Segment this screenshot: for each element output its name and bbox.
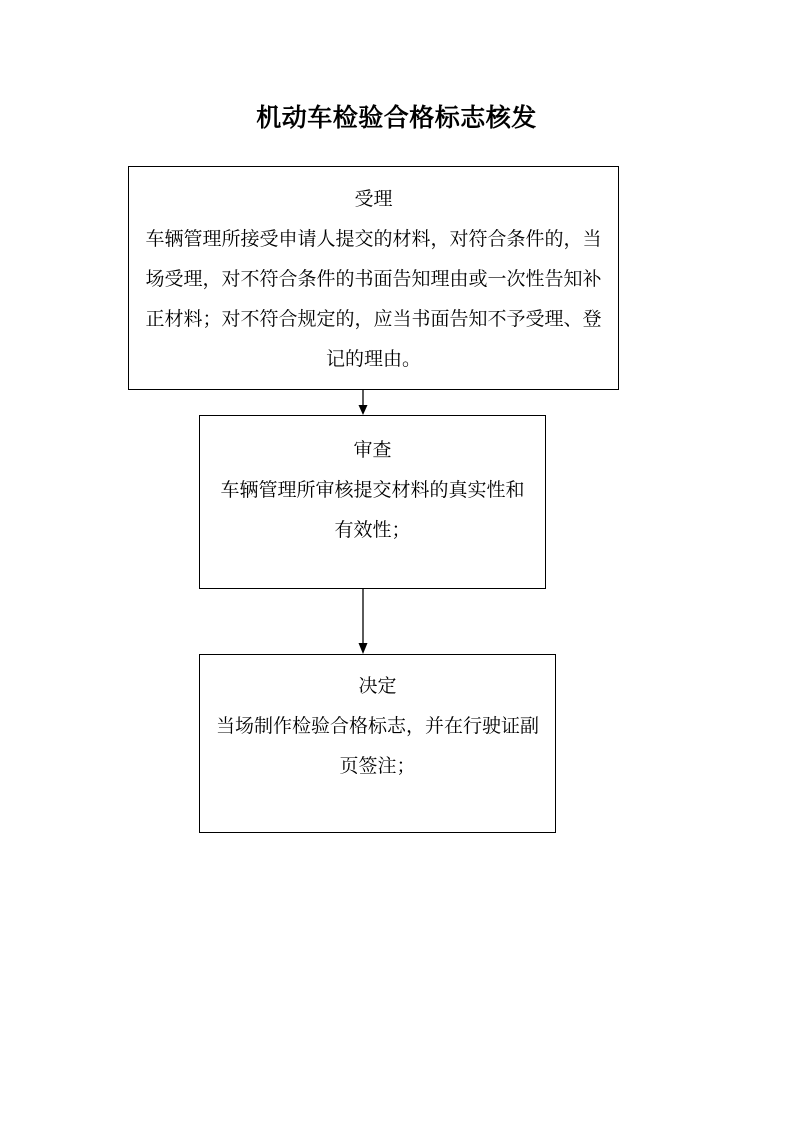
step-title-accept: 受理 <box>354 188 393 210</box>
step-title-decision: 决定 <box>358 675 397 697</box>
step-box-review <box>199 415 546 589</box>
step-title-review: 审查 <box>353 439 392 461</box>
step-box-decision <box>199 654 556 833</box>
arrow-review-to-decision <box>359 589 368 654</box>
page-title: 机动车检验合格标志核发 <box>256 103 537 132</box>
arrow-accept-to-review <box>359 390 368 415</box>
step-description-accept: 车辆管理所接受申请人提交的材料，对符合条件的，当场受理，对不符合条件的书面告知理由或一次性告知补正材料；对不符合规定的，应当书面告知不予受理、登记的理由。 <box>145 228 602 370</box>
step-description-decision: 当场制作检验合格标志，并在行驶证副页签注； <box>215 715 539 777</box>
step-box-accept <box>128 166 619 390</box>
step-description-review: 车辆管理所审核提交材料的真实性和有效性； <box>220 479 525 541</box>
